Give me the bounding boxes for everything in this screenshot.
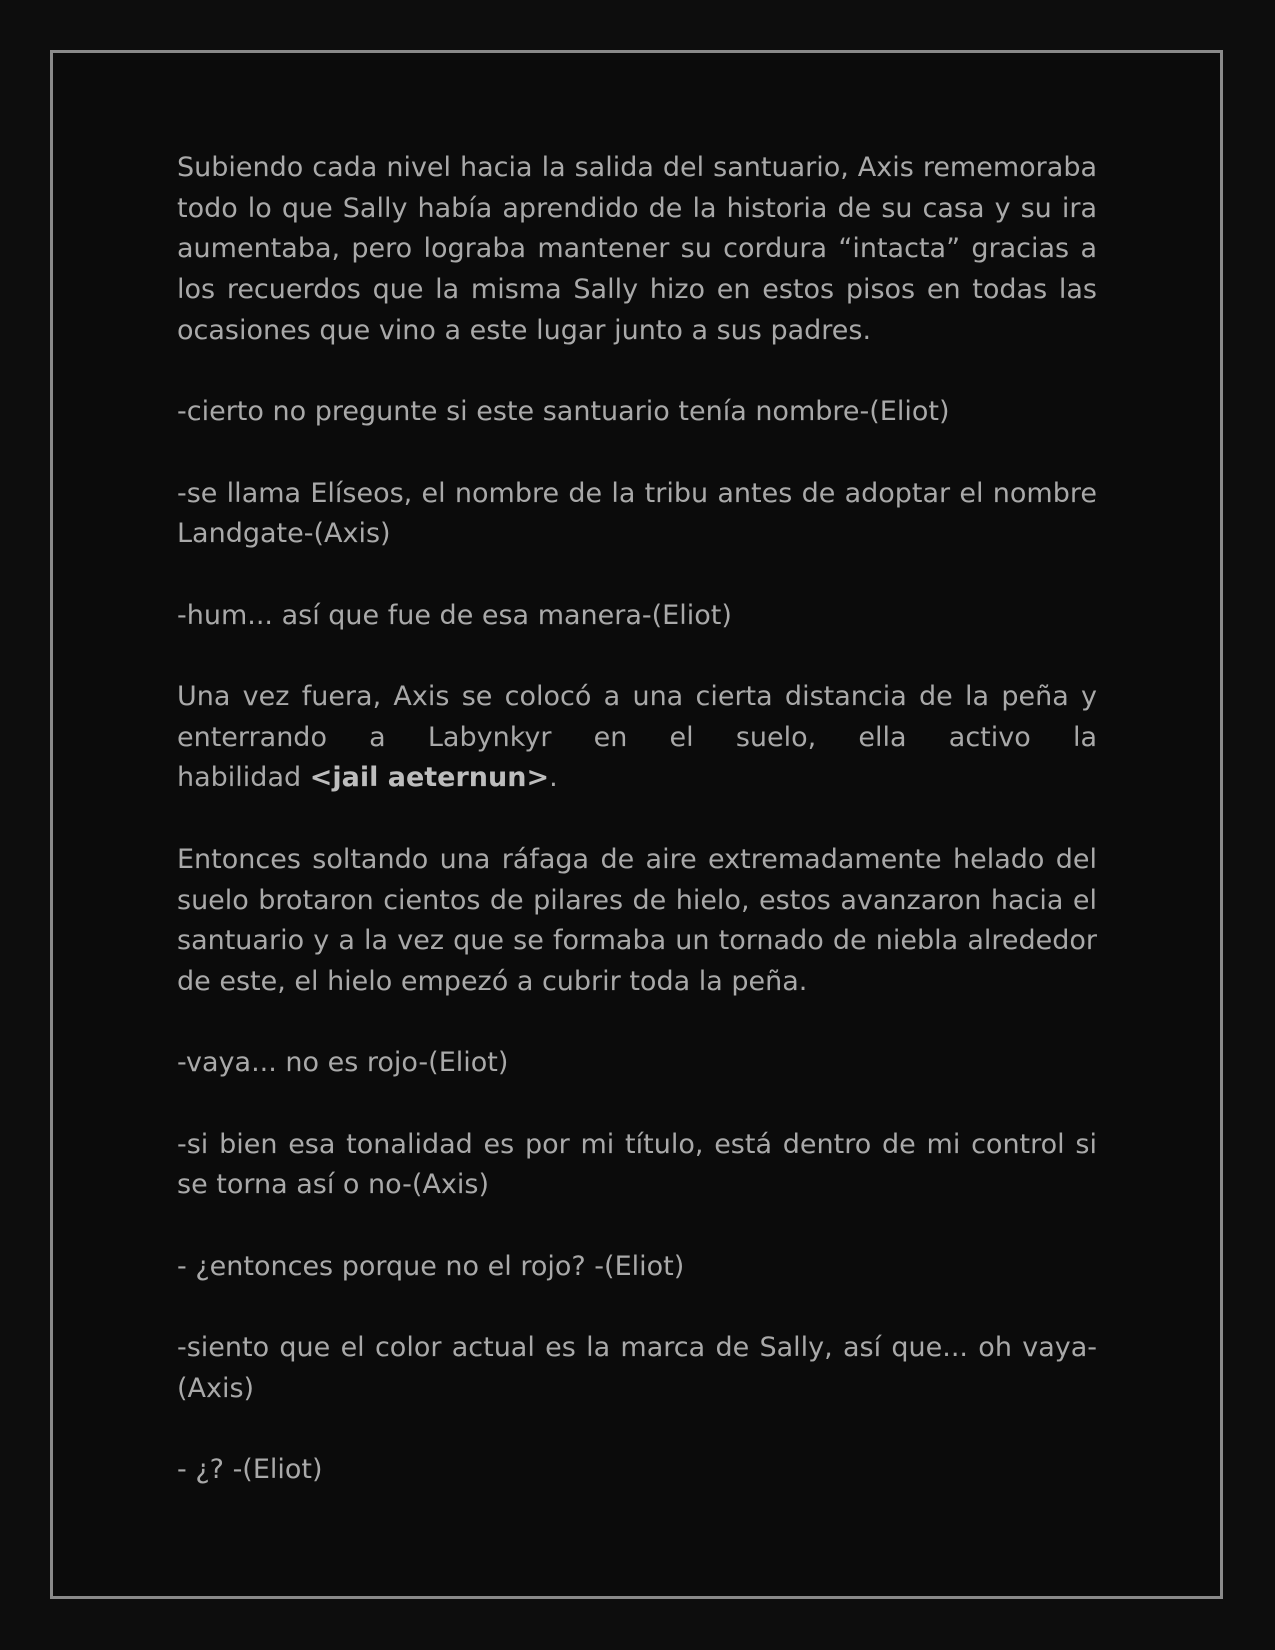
paragraph-skill [177, 677, 1097, 799]
paragraph-ice: Entonces soltando una ráfaga de aire extremadamente helado del suelo brotaron cientos de pilares de hielo, estos avanzaron hacia el santuario y a la vez que se formaba un tornado de niebla alrededor de este, el hielo empezó a cubrir toda la peña. [177, 843, 1097, 997]
skill-paragraph-line1: Una vez fuera, Axis se colocó a una cierta distancia de la peña y enterrando a Labynkyr en el suelo, ella activo la [177, 681, 1097, 753]
dialogue-line: -hum... así que fue de esa manera-(Eliot) [177, 599, 732, 631]
dialogue-line: -si bien esa tonalidad es por mi título, está dentro de mi control si se torna así o no-(Axis) [177, 1128, 1097, 1201]
dialogue-line: - ¿? -(Eliot) [177, 1454, 323, 1486]
dialogue-line: -se llama Elíseos, el nombre de la tribu antes de adoptar el nombre Landgate-(Axis) [177, 477, 1097, 550]
dialogue-line: -siento que el color actual es la marca de Sally, así que... oh vaya-(Axis) [177, 1332, 1097, 1404]
skill-paragraph-line2-prefix: habilidad [177, 762, 310, 794]
dialogue-line: -vaya... no es rojo-(Eliot) [177, 1047, 509, 1079]
dialogue-line: -cierto no pregunte si este santuario tenía nombre-(Eliot) [177, 396, 950, 428]
document-body [177, 148, 1097, 1532]
dialogue-line: - ¿entonces porque no el rojo? -(Eliot) [177, 1250, 685, 1282]
skill-paragraph-line2-suffix: . [549, 762, 558, 794]
paragraph-intro: Subiendo cada nivel hacia la salida del santuario, Axis rememoraba todo lo que Sally había aprendido de la historia de su casa y su ira aumentaba, pero lograba mantener su cordura “intacta” gracias a los recuerdos que la misma Sally hizo en estos pisos en todas las ocasiones que vino a este lugar junto a sus padres. [177, 152, 1097, 346]
skill-name: <jail aeternun> [309, 762, 550, 794]
